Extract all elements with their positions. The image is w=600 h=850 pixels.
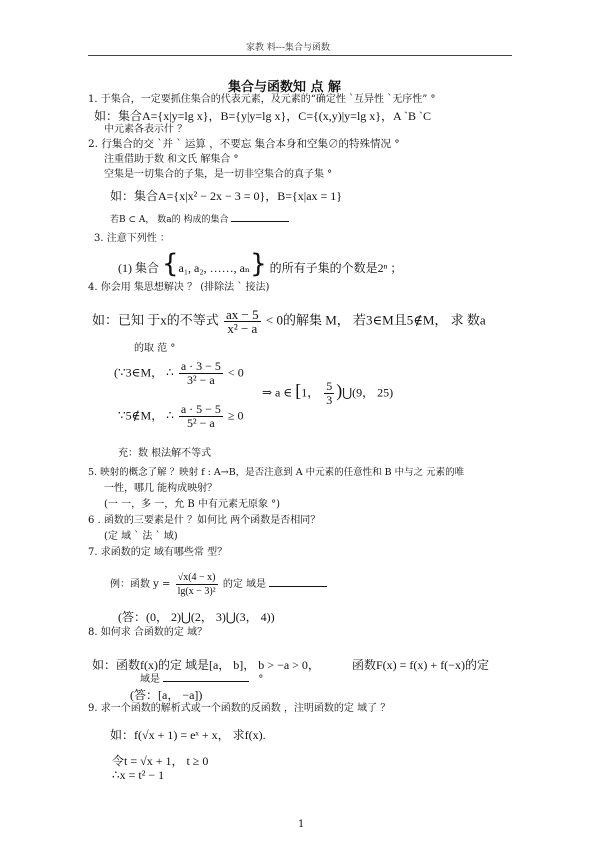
item2-condition [110,212,289,227]
item9-let: 令t = √x + 1， t ≥ 0 [112,754,209,768]
item9-then: ∴x = t² − 1 [112,768,165,782]
item3-sub1 [118,251,402,277]
item8-ex-line2 [140,672,263,686]
item4-case2-suffix: ≥ 0 [227,408,244,423]
item4-result-tail: ⋃(9， 25) [342,385,394,400]
item4-title: 4. 你会用 集思想解决 ？ (排除法 ` 接法) [88,282,270,293]
item1-line1: 1. 于集合，一定要抓住集合的代表元素，及元素的“确定性 `互异性 `无序性” ° [88,94,436,105]
item4-case1-den: 3² − a [187,373,215,387]
item4-case1-num: a · 3 − 5 [180,359,221,373]
header-rule [88,55,512,56]
item3-set: a₁, a₂, ……, aₙ [178,261,251,275]
answer-blank[interactable] [231,212,289,222]
item7-ex-num: √x(4 − x) [177,572,216,583]
item4-ex-mid: < 0的解集 M， 若3∈M且5∉M， 求 数a [265,312,486,328]
item4-case1 [114,360,244,387]
item1-line3: 中元素各表示什 ？ [104,124,188,135]
item4-result [262,380,393,407]
item8-ex-line1-b: 函数F(x) = f(x) + f(−x)的定 [352,658,489,672]
item4-case2-prefix: ∵5∉M， ∴ [118,408,174,423]
left-bracket: [ [295,380,302,401]
item7-ex-suffix: 的定 域是 [222,579,267,590]
item1-line2: 如：集合A={x|y=lg x}，B={y|y=lg x}，C={(x,y)|y=lg x}，A `B `C [94,109,432,123]
item4-example [92,308,486,335]
item6-line2: (定 域 ` 法 ` 域) [104,531,178,542]
answer-blank[interactable] [269,577,327,587]
item4-case2-num: a · 5 − 5 [180,402,221,416]
item4-note: 充：数 根法解不等式 [118,448,212,459]
item8-answer: (答：[a， −a]) [130,688,203,702]
item3-sub1-prefix: (1) 集合 [118,261,159,275]
item4-case2-den: 5² − a [187,416,215,430]
item9-example: 如：f(√x + 1) = eˣ + x， 求f(x). [110,728,266,742]
header-title: 家教 料---集合与函数 [246,43,330,53]
item8-ex-line2-label: 域是 [140,674,160,685]
item5-line2: 一性，哪几 能构成映射？ [104,483,218,494]
item4-ex-num: ax − 5 [226,307,259,322]
item4-case1-suffix: < 0 [227,365,244,380]
item8-ex-line2-end: ° [258,674,264,685]
item6-line1: 6 . 函数的三要素是什 ？如何比 两个函数是否相同？ [88,515,321,526]
item7-ex-den: lg(x − 3)² [177,586,216,597]
right-paren: ) [336,380,343,401]
item3-sub1-suffix: 的所有子集的个数是2ⁿ ； [269,261,403,275]
item2-condition-label: 若B ⊂ A， 数a的 构成的集合 [110,215,229,225]
item5-line3: (一 一，多 一，允 B 中有元素无原象 °) [104,499,281,510]
item7-title: 7. 求函数的定 域有哪些常 型？ [88,547,228,558]
item4-result-fden: 3 [326,393,333,407]
item4-result-lb: 1， [301,385,320,400]
item8-title: 8. 如何求 合函数的定 域？ [88,627,208,638]
item7-example [110,571,327,598]
item9-title: 9. 求一个函数的解析式或一个函数的反函数 ，注明函数的定 域了 ？ [88,703,391,714]
page-title: 集合与函数知 点 解 [228,80,342,95]
item5-line1: 5. 映射的概念了解 ？映射 f : A→B，是否注意到 A 中元素的任意性和 B 中与之 元素的唯 [88,467,465,478]
item4-ex-den: x² − a [227,321,258,336]
item4-ex-prefix: 如：已知 于x的不等式 [92,312,219,328]
item3-title: 3. 注意下列性 ： [94,233,170,244]
item2-line1: 2. 行集合的交 `并 ` 运算 ，不要忘 集合本身和空集∅的特殊情况 ° [88,138,400,150]
item4-case2 [118,403,244,430]
item2-line2: 注重借助于数 和文氏 解集合 ° [104,154,239,165]
item2-line3: 空集是一切集合的子集，是一切非空集合的真子集 ° [104,169,333,180]
item4-result-fnum: 5 [326,379,333,393]
left-brace: { [162,249,179,279]
item2-example: 如：集合A={x|x² − 2x − 3 = 0}，B={x|ax = 1} [110,189,343,203]
right-brace: } [250,249,267,279]
item7-answer: (答：(0， 2)⋃(2， 3)⋃(3， 4)) [118,610,275,624]
item8-ex-line1-a: 如：函数f(x)的定 域是[a， b]， b > −a > 0， [92,658,320,672]
page-number: 1 [298,819,305,830]
item4-result-prefix: ⇒ a ∈ [262,385,293,400]
item7-ex-prefix: 例：函数 y = [110,579,171,590]
item4-case1-prefix: (∵3∈M， ∴ [114,365,174,380]
answer-blank[interactable] [163,672,249,682]
item4-ex-range: 的取 范 ° [134,343,176,354]
